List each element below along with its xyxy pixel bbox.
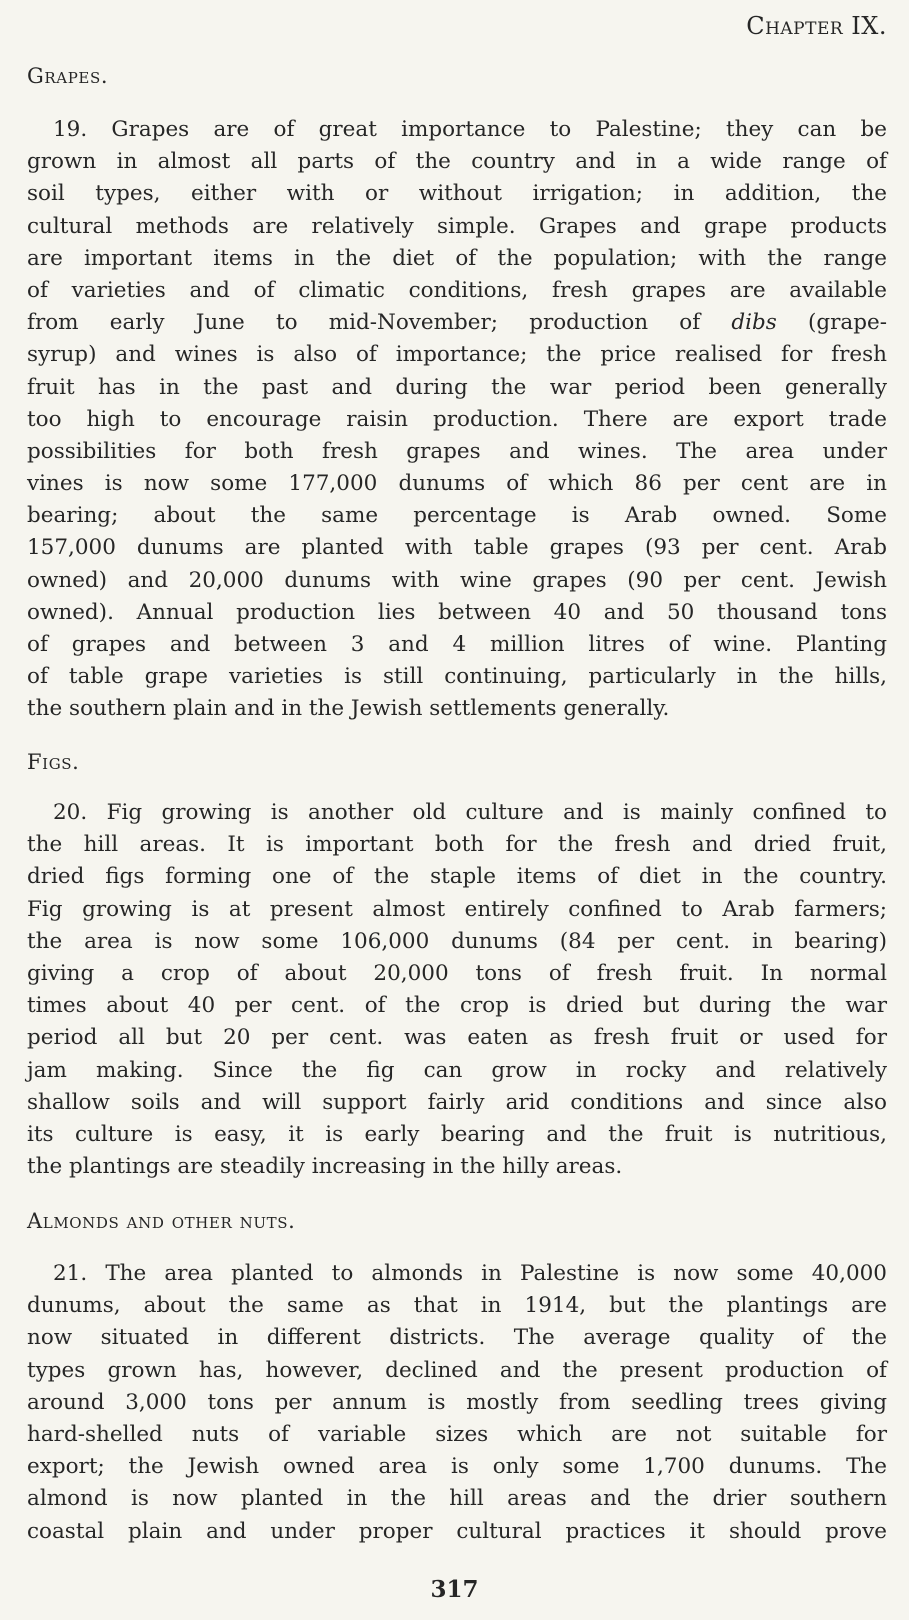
text-line: of varieties and of climatic conditions, fresh grapes are available — [27, 277, 887, 303]
text-line: grown in almost all parts of the country and in a wide range of — [27, 149, 887, 175]
text-line: times about 40 per cent. of the crop is dried but during the war — [27, 993, 887, 1019]
text-line: soil types, either with or without irrigation; in addition, the — [27, 181, 887, 207]
text-line: possibilities for both fresh grapes and wines. The area under — [27, 438, 887, 464]
text-line: jam making. Since the fig can grow in rocky and relatively — [27, 1057, 887, 1083]
section-heading-grapes: Grapes. — [27, 64, 109, 88]
text-line: are important items in the diet of the population; with the range — [27, 245, 887, 271]
text-line: hard-shelled nuts of variable sizes which are not suitable for — [27, 1421, 887, 1447]
text-line — [27, 307, 887, 339]
text-line: dried figs forming one of the staple items of diet in the country. — [27, 864, 887, 890]
text-line: the hill areas. It is important both for the fresh and dried fruit, — [27, 832, 887, 858]
text-line: 21. The area planted to almonds in Palestine is now some 40,000 — [53, 1261, 887, 1286]
paragraph-19 — [27, 114, 887, 726]
text-line: owned). Annual production lies between 40 and 50 thousand tons — [27, 599, 887, 625]
page-number: 317 — [430, 1576, 479, 1603]
text-line: period all but 20 per cent. was eaten as fresh fruit or used for — [27, 1025, 887, 1051]
text-line: now situated in different districts. The average quality of the — [27, 1325, 887, 1351]
text-line: export; the Jewish owned area is only some 1,700 dunums. The — [27, 1454, 887, 1480]
text-segment: (grape- — [776, 310, 887, 336]
text-line: of grapes and between 3 and 4 million litres of wine. Planting — [27, 632, 887, 657]
text-line: the southern plain and in the Jewish settlements generally. — [27, 696, 670, 722]
text-line: types grown has, however, declined and the present production of — [27, 1357, 887, 1383]
text-segment: from early June to mid-November; production of — [27, 310, 732, 336]
chapter-header: Chapter IX. — [746, 12, 887, 40]
text-line: 157,000 dunums are planted with table grapes (93 per cent. Arab — [27, 535, 887, 561]
text-line: cultural methods are relatively simple. Grapes and grape products — [27, 213, 887, 239]
text-line: the area is now some 106,000 dunums (84 per cent. in bearing) — [27, 928, 887, 954]
text-line: its culture is easy, it is early bearing and the fruit is nutritious, — [27, 1121, 887, 1147]
section-heading-almonds: Almonds and other nuts. — [27, 1209, 296, 1233]
text-line: giving a crop of about 20,000 tons of fresh fruit. In normal — [27, 960, 887, 986]
section-heading-figs: Figs. — [27, 750, 80, 774]
text-line: fruit has in the past and during the war period been generally — [27, 374, 887, 400]
text-line: owned) and 20,000 dunums with wine grapes (90 per cent. Jewish — [27, 567, 887, 593]
text-line: vines is now some 177,000 dunums of which 86 per cent are in — [27, 471, 887, 497]
text-line: around 3,000 tons per annum is mostly from seedling trees giving — [27, 1389, 887, 1415]
paragraph-21 — [27, 1258, 887, 1548]
text-line: the plantings are steadily increasing in the hilly areas. — [27, 1154, 623, 1180]
text-line: 19. Grapes are of great importance to Palestine; they can be — [53, 117, 887, 142]
italic-term: dibs — [731, 310, 777, 336]
text-line: syrup) and wines is also of importance; the price realised for fresh — [27, 342, 887, 368]
text-line: Fig growing is at present almost entirely confined to Arab farmers; — [27, 896, 887, 922]
text-line: shallow soils and will support fairly arid conditions and since also — [27, 1089, 887, 1115]
text-line: too high to encourage raisin production. There are export trade — [27, 406, 887, 432]
text-line: of table grape varieties is still continuing, particularly in the hills, — [27, 664, 887, 690]
text-line: bearing; about the same percentage is Arab owned. Some — [27, 503, 887, 529]
text-line: dunums, about the same as that in 1914, but the plantings are — [27, 1293, 887, 1319]
text-line: almond is now planted in the hill areas and the drier southern — [27, 1486, 887, 1512]
paragraph-20 — [27, 797, 887, 1183]
text-line: coastal plain and under proper cultural practices it should prove — [27, 1518, 887, 1544]
text-line: 20. Fig growing is another old culture and is mainly confined to — [53, 800, 887, 825]
